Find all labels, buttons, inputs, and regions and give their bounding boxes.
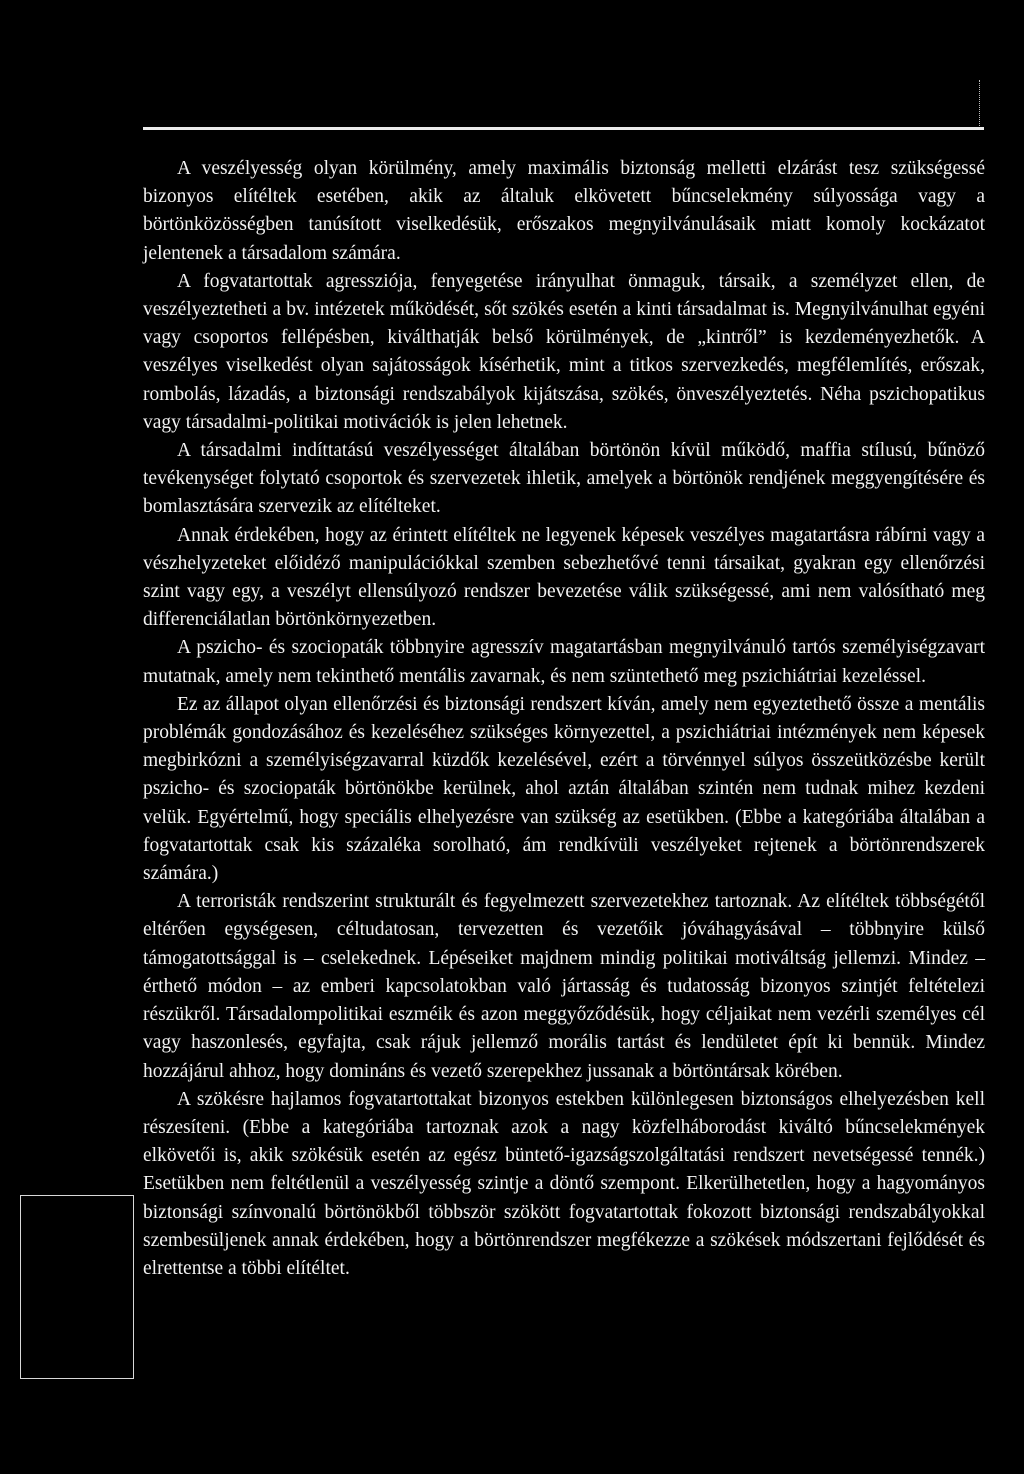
paragraph: A pszicho- és szociopaták többnyire agresszív magatartásban megnyilvánuló tartós személyiségzavart mutatnak, amely nem tekinthető mentális zavarnak, és nem szüntethető meg pszichiátriai kezeléssel. [143,637,985,687]
paragraph: A veszélyesség olyan körülmény, amely maximális biztonság melletti elzárást tesz szükségessé bizonyos elítéltek esetében, akik az általuk elkövetett bűncselekmény súlyossága vagy a börtönközösségben tanúsított viselkedésük, erőszakos megnyilvánulásaik miatt komoly kockázatot jelentenek a társadalom számára. [143,158,985,264]
paragraph: A szökésre hajlamos fogvatartottakat bizonyos estekben különlegesen biztonságos elhelyezésben kell részesíteni. (Ebbe a kategóriába tartoznak azok a nagy közfelháborodást kiváltó bűncselekmények elkövetői is, akik szökésük esetén az egész büntető-igazságszolgáltatási rendszert nevetségessé tennék.) Esetükben nem feltétlenül a veszélyesség szintje a döntő szempont. Elkerülhetetlen, hogy a hagyományos biztonsági színvonalú börtönökből többször szökött fogvatartottak fokozott biztonsági rendszabályokkal szembesüljenek annak érdekében, hogy a börtönrendszer megfékezze a szökések módszertani fejlődését és elrettentse a többi elítéltet. [143,1088,985,1279]
paragraph: Annak érdekében, hogy az érintett elítéltek ne legyenek képesek veszélyes magatartásra rábírni vagy a vészhelyzeteket előidéző manipulációkkal szemben sebezhetővé tenni társaikat, gyakran egy ellenőrzési szint vagy egy, a veszélyt ellensúlyozó rendszer bevezetése válik szükségessé, ami nem valósítható meg differenciálatlan börtönkörnyezetben. [143,524,985,631]
paragraph: A fogvatartottak agressziója, fenyegetése irányulhat önmaguk, társaik, a személyzet ellen, de veszélyeztetheti a bv. intézetek működését, sőt szökés esetén a kinti társadalmat is. Megnyilvánulhat egyéni vagy csoportos fellépésben, kiválthatják belső körülmények, de „kintről” is kezdeményezhetők. A veszélyes viselkedést olyan sajátosságok kísérhetik, mint a titkos szervezkedés, megfélemlítés, erőszak, rombolás, lázadás, a biztonsági rendszabályok kijátszása, szökés, önveszélyeztetés. Néha pszichopatikus vagy társadalmi-politikai motivációk is jelen lehetnek. [143,270,985,433]
margin-tick [979,80,981,126]
header-rule [143,127,984,130]
paragraph: A társadalmi indíttatású veszélyességet általában börtönön kívül működő, maffia stílusú, bűnöző tevékenységet folytató csoportok és szervezetek ihletik, amelyek a börtönök rendjének meggyengítésére és bomlasztására szervezik az elítélteket. [143,440,985,518]
margin-box [20,1195,134,1379]
paragraph: A terroristák rendszerint strukturált és fegyelmezett szervezetekhez tartoznak. Az elítéltek többségétől eltérően egységesen, céltudatosan, tervezetten és vezetőik jóváhagyásával – többnyire külső támogatottsággal is – cselekednek. Lépéseiket majdnem mindig politikai motiváltság jellemzi. Mindez – érthető módon – az emberi kapcsolatokban való jártasság és tudatosság bizonyos szintjét feltételezi részükről. Társadalompolitikai eszméik és azon meggyőződésük, hogy céljaikat nem vezérli személyes cél vagy haszonlesés, egyfajta, csak rájuk jellemző morális tartást és lendületet épít ki bennük. Mindez hozzájárul ahhoz, hogy domináns és vezető szerepekhez jussanak a börtöntársak körében. [143,891,985,1082]
body-text [143,155,985,1283]
paragraph: Ez az állapot olyan ellenőrzési és biztonsági rendszert kíván, amely nem egyeztethető össze a mentális problémák gondozásához és kezeléséhez szükséges környezettel, a pszichiátriai intézmények nem képesek megbirkózni a személyiségzavarral küzdők kezelésével, ezért a törvénnyel súlyos összeütközésbe került pszicho- és szociopaták börtönökbe kerülnek, ahol aztán általában szintén nem tudnak mihez kezdeni velük. Egyértelmű, hogy speciális elhelyezésre van szükség az esetükben. (Ebbe a kategóriába általában a fogvatartottak csak kis százaléka sorolható, ám rendkívüli veszélyeket rejtenek a börtönrendszerek számára.) [143,693,985,885]
